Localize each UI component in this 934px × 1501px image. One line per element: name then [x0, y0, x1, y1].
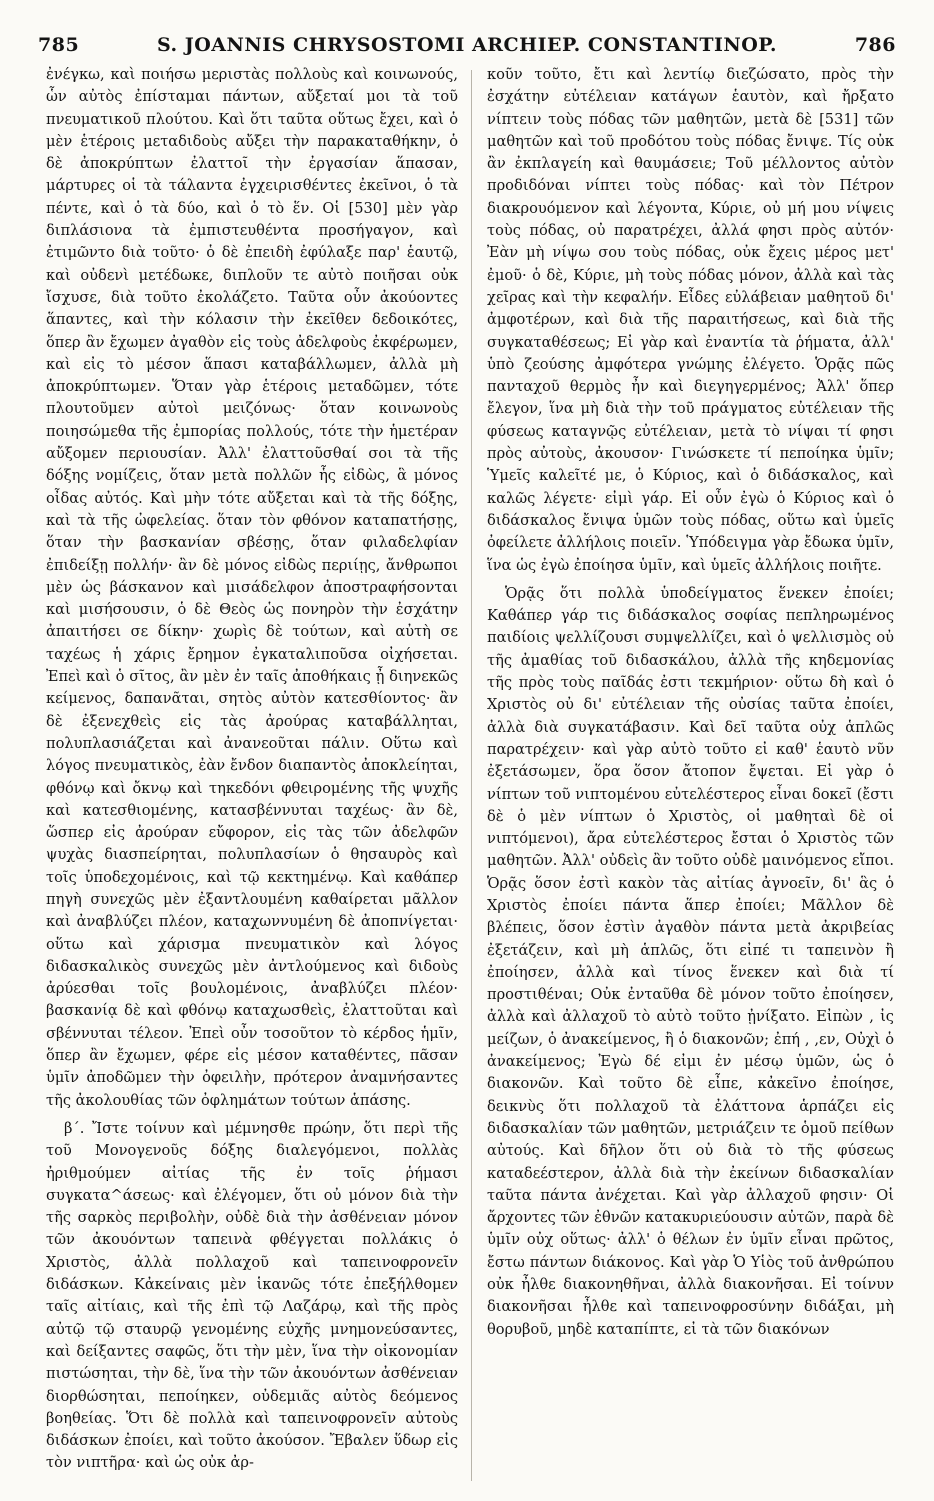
left-column — [46, 64, 458, 1475]
right-paragraph-1: κοῦν τοῦτο, ἔτι καὶ λεντίῳ διεζώσατο, πρὸς τὴν ἐσχάτην εὐτέλειαν κατάγων ἑαυτὸν, καὶ ἤρξατο νίπτειν τοὺς πόδας τῶν μαθητῶν, μετὰ δὲ [531] τῶν μαθητῶν καὶ τοῦ προδότου τοὺς πόδας ἔνιψε. Τίς οὐκ ἂν ἐκπλαγείη καὶ θαυμάσειε; Τοῦ μέλλοντος αὐτὸν προδιδόναι νίπτει τοὺς πόδας· καὶ τὸν Πέτρον διακρουόμενον καὶ λέγοντα, Κύριε, οὐ μή μου νίψεις τοὺς πόδας, οὐ παρατρέχει, ἀλλά φησι πρὸς αὐτόν· Ἐὰν μὴ νίψω σου τοὺς πόδας, οὐκ ἔχεις μέρος μετ' ἐμοῦ· ὁ δὲ, Κύριε, μὴ τοὺς πόδας μόνον, ἀλλὰ καὶ τὰς χεῖρας καὶ τὴν κεφαλήν. Εἶδες εὐλάβειαν μαθητοῦ δι' ἀμφοτέρων, καὶ διὰ τῆς παραιτήσεως, καὶ διὰ τῆς συγκαταθέσεως; Εἰ γὰρ καὶ ἐναντία τὰ ῥήματα, ἀλλ' ὑπὸ ζεούσης ἀμφότερα γνώμης ἐλέγετο. Ὁρᾷς πῶς πανταχοῦ θερμὸς ἦν καὶ διεγηγερμένος; Ἀλλ' ὅπερ ἔλεγον, ἵνα μὴ διὰ τὴν τοῦ πράγματος εὐτέλειαν τῆς φύσεως καταγνῷς εὐτέλειαν, μετὰ τὸ νίψαι τί φησι πρὸς αὐτοὺς, ἀκουσον· Γινώσκετε τί πεποίηκα ὑμῖν; Ὑμεῖς καλεῖτέ με, ὁ Κύριος, καὶ ὁ διδάσκαλος, καὶ καλῶς λέγετε· εἰμὶ γάρ. Εἰ οὖν ἐγὼ ὁ Κύριος καὶ ὁ διδάσκαλος ἔνιψα ὑμῶν τοὺς πόδας, οὕτω καὶ ὑμεῖς ὀφείλετε ἀλλήλοις ποιεῖν. Ὑπόδειγμα γὰρ ἔδωκα ὑμῖν, ἵνα ὡς ἐγὼ ἐποίησα ὑμῖν, καὶ ὑμεῖς ἀλλήλοις ποιῆτε. — [487, 66, 894, 574]
column-divider — [471, 70, 472, 1481]
page-number-left: 785 — [38, 34, 80, 56]
page-number-right: 786 — [854, 34, 896, 56]
left-paragraph-1: ἐνέγκω, καὶ ποιήσω μεριστὰς πολλοὺς καὶ κοινωνούς, ὧν αὐτὸς ἐπίσταμαι πάντων, αὔξεταί μοι τὰ τοῦ πνευματικοῦ πλούτου. Καὶ ὅτι ταῦτα οὕτως ἔχει, καὶ ὁ μὲν ἑτέροις μεταδιδοὺς αὔξει τὴν παρακαταθήκην, ὁ δὲ ἀποκρύπτων ἐλαττοῖ τὴν ἐργασίαν ἅπασαν, μάρτυρες οἱ τὰ τάλαντα ἐγχειρισθέντες ἐκεῖνοι, ὁ τὰ πέντε, καὶ ὁ τὰ δύο, καὶ ὁ τὸ ἕν. Οἱ [530] μὲν γὰρ διπλάσιονα τὰ ἐμπιστευθέντα προσήγαγον, καὶ ἐτιμῶντο διὰ τοῦτο· ὁ δὲ ἐπειδὴ ἐφύλαξε παρ' ἑαυτῷ, καὶ οὐδενὶ μετέδωκε, διπλοῦν τε αὐτὸ ποιῆσαι οὐκ ἴσχυσε, διὰ τοῦτο ἐκολάζετο. Ταῦτα οὖν ἀκούοντες ἅπαντες, καὶ τὴν κόλασιν τὴν ἐκεῖθεν δεδοικότες, ὅπερ ἂν ἔχωμεν ἀγαθὸν εἰς τοὺς ἀδελφοὺς ἐκφέρωμεν, καὶ εἰς τὸ μέσον ἅπασι καταβάλλωμεν, ἀλλὰ μὴ ἀποκρύπτωμεν. Ὅταν γὰρ ἑτέροις μεταδῶμεν, τότε πλουτοῦμεν αὐτοὶ μειζόνως· ὅταν κοινωνοὺς ποιησώμεθα τῆς ἐμπορίας πολλούς, τότε τὴν ἡμετέραν αὔξομεν περιουσίαν. Ἀλλ' ἐλαττοῦσθαί σοι τὰ τῆς δόξης νομίζεις, ὅταν μετὰ πολλῶν ἧς εἰδὼς, ἃ μόνος οἶδας αὐτός. Καὶ μὴν τότε αὔξεται καὶ τὰ τῆς δόξης, καὶ τὰ τῆς ὠφελείας. ὅταν τὸν φθόνον καταπατήσῃς, ὅταν τὴν βασκανίαν σβέσῃς, ὅταν φιλαδελφίαν ἐπιδείξῃ πολλήν· ἂν δὲ μόνος εἰδὼς περιίῃς, ἄνθρωποι μὲν ὡς βάσκανον καὶ μισάδελφον ἀποστραφήσονται καὶ μισήσουσιν, ὁ δὲ Θεὸς ὡς πονηρὸν τὴν ἐσχάτην ἀπαιτήσει σε δίκην· χωρὶς δὲ τούτων, καὶ αὐτὴ σε ταχέως ἡ χάρις ἔρημον ἐγκαταλιποῦσα οἰχήσεται. Ἐπεὶ καὶ ὁ σῖτος, ἂν μὲν ἐν ταῖς ἀποθήκαις ᾖ διηνεκῶς κείμενος, δαπανᾶται, σητὸς αὐτὸν κατεσθίοντος· ἂν δὲ ἐξενεχθεὶς εἰς τὰς ἀρούρας καταβάλληται, πολυπλασιάζεται καὶ ἀνανεοῦται πάλιν. Οὕτω καὶ λόγος πνευματικὸς, ἐὰν ἔνδον διαπαντὸς ἀποκλείηται, φθόνῳ καὶ ὄκνῳ καὶ τηκεδόνι φθειρομένης τῆς ψυχῆς καὶ κατεσθιομένης, κατασβέννυται ταχέως· ἂν δὲ, ὥσπερ εἰς ἀρούραν εὔφορον, εἰς τὰς τῶν ἀδελφῶν ψυχὰς διασπείρηται, πολυπλασίων ὁ θησαυρὸς καὶ τοῖς ὑποδεχομένοις, καὶ τῷ κεκτημένῳ. Καὶ καθάπερ πηγὴ συνεχῶς μὲν ἐξαντλουμένη καθαίρεται μᾶλλον καὶ ἀναβλύζει πλέον, καταχωννυμένη δὲ ἀποπνίγεται· οὕτω καὶ χάρισμα πνευματικὸν καὶ λόγος διδασκαλικὸς συνεχῶς μὲν ἀντλούμενος καὶ διδοὺς ἀρύεσθαι τοῖς βουλομένοις, ἀναβλύζει πλέον· βασκανίᾳ δὲ καὶ φθόνῳ καταχωσθεὶς, ἐλαττοῦται καὶ σβέννυται τέλεον. Ἐπεὶ οὖν τοσοῦτον τὸ κέρδος ἡμῖν, ὅπερ ἂν ἔχωμεν, φέρε εἰς μέσον καταθέντες, πᾶσαν ὑμῖν ἀποδῶμεν τὴν ὀφειλὴν, πρότερον ἀναμνήσαντες τῆς ἀκολουθίας τῶν ὀφλημάτων τούτων ἁπάσης. — [46, 66, 458, 1109]
running-title: S. JOANNIS CHRYSOSTOMI ARCHIEP. CONSTANTINOP. — [156, 34, 778, 56]
right-column — [487, 64, 894, 1341]
running-header — [38, 34, 896, 62]
left-paragraph-2: β΄. Ἴστε τοίνυν καὶ μέμνησθε πρώην, ὅτι περὶ τῆς τοῦ Μονογενοῦς δόξης διαλεγόμενοι, πολλὰς ἠριθμούμεν αἰτίας τῆς ἐν τοῖς ῥήμασι συγκατα^άσεως· καὶ ἐλέγομεν, ὅτι οὐ μόνον διὰ τὴν τῆς σαρκὸς περιβολὴν, οὐδὲ διὰ τὴν ἀσθένειαν μόνον τῶν ἀκουόντων ταπεινὰ φθέγγεται πολλάκις ὁ Χριστὸς, ἀλλὰ πολλαχοῦ καὶ ταπεινοφρονεῖν διδάσκων. Κἀκείναις μὲν ἱκανῶς τότε ἐπεξήλθομεν ταῖς αἰτίαις, καὶ τῆς ἐπὶ τῷ Λαζάρῳ, καὶ τῆς πρὸς αὐτῷ τῷ σταυρῷ γενομένης εὐχῆς μνημονεύσαντες, καὶ δείξαντες σαφῶς, ὅτι τὴν μὲν, ἵνα τὴν οἰκονομίαν πιστώσηται, τὴν δὲ, ἵνα τὴν τῶν ἀκουόντων ἀσθένειαν διορθώσηται, πεποίηκεν, οὐδεμιᾶς αὐτὸς δεόμενος βοηθείας. Ὅτι δὲ πολλὰ καὶ ταπεινοφρονεῖν αὐτοὺς διδάσκων ἐποίει, καὶ τοῦτο ἀκούσον. Ἔβαλεν ὕδωρ εἰς τὸν νιπτῆρα· καὶ ὡς οὐκ ἀρ- — [46, 1119, 458, 1472]
right-paragraph-2: Ὁρᾷς ὅτι πολλὰ ὑποδείγματος ἕνεκεν ἐποίει; Καθάπερ γάρ τις διδάσκαλος σοφίας πεπληρωμένος παιδίοις ψελλίζουσι συμψελλίζει, καὶ ὁ ψελλισμὸς οὐ τῆς ἀμαθίας τοῦ διδασκάλου, ἀλλὰ τῆς κηδεμονίας τῆς πρὸς τοὺς παῖδάς ἐστι τεκμήριον· οὕτω δὴ καὶ ὁ Χριστὸς οὐ δι' εὐτέλειαν τῆς οὐσίας ταῦτα ἐποίει, ἀλλὰ διὰ συγκατάβασιν. Καὶ δεῖ ταῦτα οὐχ ἁπλῶς παρατρέχειν· καὶ γὰρ αὐτὸ τοῦτο εἰ καθ' ἑαυτὸ νῦν ἐξετάσωμεν, ὅρα ὅσον ἄτοπον ἔψεται. Εἰ γὰρ ὁ νίπτων τοῦ νιπτομένου εὐτελέστερος εἶναι δοκεῖ (ἔστι δὲ ὁ μὲν νίπτων ὁ Χριστὸς, οἱ μαθηταὶ δὲ οἱ νιπτόμενοι), ἄρα εὐτελέστερος ἔσται ὁ Χριστὸς τῶν μαθητῶν. Ἀλλ' οὐδεὶς ἂν τοῦτο οὐδὲ μαινόμενος εἴποι. Ὁρᾷς ὅσον ἐστὶ κακὸν τὰς αἰτίας ἀγνοεῖν, δι' ἃς ὁ Χριστὸς ἐποίει πάντα ἅπερ ἐποίει; Μᾶλλον δὲ βλέπεις, ὅσον ἐστὶν ἀγαθὸν πάντα μετὰ ἀκριβείας ἐξετάζειν, καὶ μὴ ἁπλῶς, ὅτι εἰπέ τι ταπεινὸν ἢ ἐποίησεν, ἀλλὰ καὶ τίνος ἕνεκεν καὶ διὰ τί προστιθέναι; Οὐκ ἐνταῦθα δὲ μόνον τοῦτο ἐποίησεν, ἀλλὰ καὶ ἀλλαχοῦ τὸ αὐτὸ τοῦτο ᾐνίξατο. Εἰπὼν , ἰς μείζων, ὁ ἀνακείμενος, ἢ ὁ διακονῶν; ἐπή , ,εν, Οὐχὶ ὁ ἀνακείμενος; Ἐγὼ δέ εἰμι ἐν μέσῳ ὑμῶν, ὡς ὁ διακονῶν. Καὶ τοῦτο δὲ εἶπε, κἀκεῖνο ἐποίησε, δεικνὺς ὅτι πολλαχοῦ τὰ ἐλάττονα ἁρπάζει εἰς διδασκαλίαν τῶν μαθητῶν, μετριάζειν τε ὁμοῦ πείθων αὐτούς. Καὶ δῆλον ὅτι οὐ διὰ τὸ τῆς φύσεως καταδεέστερον, ἀλλὰ διὰ τὴν ἐκείνων διδασκαλίαν ταῦτα πάντα ἀνέχεται. Καὶ γὰρ ἀλλαχοῦ φησιν· Οἱ ἄρχοντες τῶν ἐθνῶν κατακυριεύουσιν αὐτῶν, παρὰ δὲ ὑμῖν οὐχ οὕτως· ἀλλ' ὁ θέλων ἐν ὑμῖν εἶναι πρῶτος, ἔστω πάντων διάκονος. Καὶ γὰρ Ὁ Υἱὸς τοῦ ἀνθρώπου οὐκ ἦλθε διακονηθῆναι, ἀλλὰ διακονῆσαι. Εἰ τοίνυν διακονῆσαι ἦλθε καὶ ταπεινοφροσύνην διδάξαι, μὴ θορυβοῦ, μηδὲ καταπίπτε, εἰ τὰ τῶν διακόνων — [487, 584, 894, 1338]
